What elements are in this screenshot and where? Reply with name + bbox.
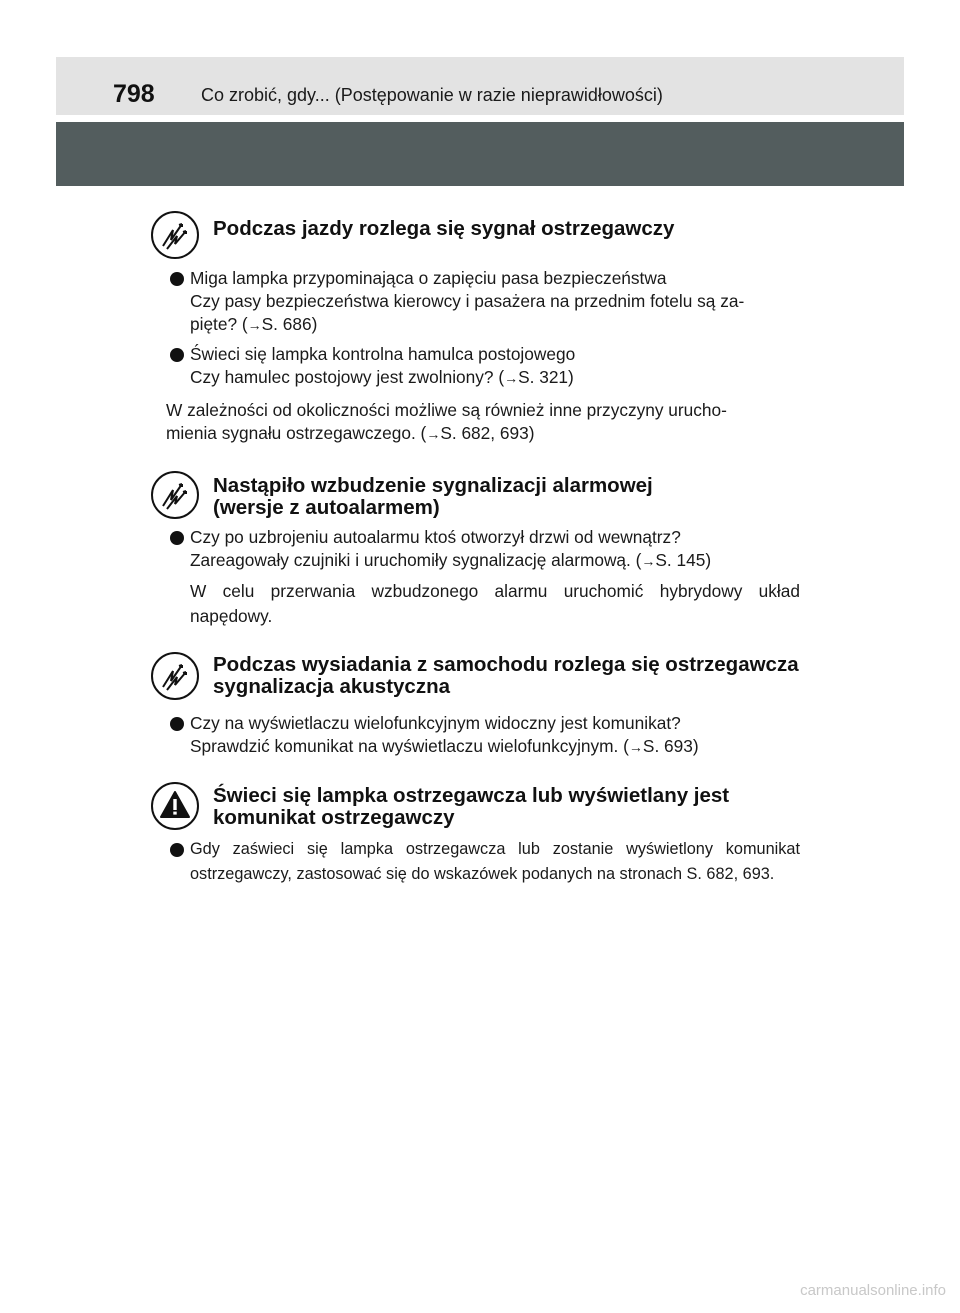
bullet-icon [170, 843, 184, 857]
note-part: mienia sygnału ostrzegawczego. ( [166, 423, 427, 443]
item-text-part: Czy hamulec postojowy jest zwolniony? ( [190, 367, 505, 387]
arrow-icon: → [641, 553, 656, 569]
item-heading: Miga lampka przypominająca o zapięciu pasa bezpieczeństwa [190, 268, 667, 288]
section-title: Świeci się lampka ostrzegawcza lub wyświetlany jest [213, 784, 730, 807]
page-reference: S. 321) [518, 367, 574, 387]
item-text [190, 313, 317, 337]
section-warning-light [150, 775, 810, 915]
bullet-icon [170, 531, 184, 545]
section-title: sygnalizacja akustyczna [213, 675, 451, 698]
item-heading: Czy po uzbrojeniu autoalarmu ktoś otworzył drzwi od wewnątrz? [190, 527, 681, 547]
section-driving-warning-sound [150, 206, 810, 456]
item-text [190, 549, 711, 573]
page-reference: S. 145) [655, 550, 712, 570]
arrow-icon: → [426, 426, 441, 442]
section-band [56, 122, 904, 186]
bullet-icon [170, 717, 184, 731]
warning-sound-icon [150, 210, 200, 260]
watermark: carmanualsonline.info [800, 1282, 946, 1299]
item-heading: Czy na wyświetlaczu wielofunkcyjnym widoczny jest komunikat? [190, 713, 681, 733]
section-title: (wersje z autoalarmem) [213, 496, 440, 519]
item-text [190, 366, 574, 390]
section-title: Podczas jazdy rozlega się sygnał ostrzegawczy [213, 217, 675, 240]
section-note [166, 422, 534, 446]
section-exit-warning-sound [150, 645, 810, 765]
warning-sound-icon [150, 470, 200, 520]
chapter-title: Co zrobić, gdy... (Postępowanie w razie nieprawidłowości) [201, 85, 663, 105]
page-number: 798 [113, 80, 155, 108]
section-alarm-triggered [150, 466, 810, 636]
item-paragraph: W celu przerwania wzbudzonego alarmu uruchomić hybrydowy układ napędowy. [190, 581, 800, 626]
item-text: Czy pasy bezpieczeństwa kierowcy i pasażera na przednim fotelu są za- [190, 291, 745, 311]
arrow-icon: → [504, 370, 519, 386]
arrow-icon: → [247, 317, 262, 333]
item-heading: Świeci się lampka kontrolna hamulca postojowego [190, 344, 576, 364]
arrow-icon: → [628, 739, 643, 755]
item-text-part: Zareagowały czujniki i uruchomiły sygnalizację alarmową. ( [190, 550, 642, 570]
page-reference: S. 693) [642, 736, 699, 756]
page-reference: S. 682, 693) [440, 423, 535, 443]
bullet-icon [170, 272, 184, 286]
bullet-icon [170, 348, 184, 362]
warning-sound-icon [150, 651, 200, 701]
section-title: Podczas wysiadania z samochodu rozlega się ostrzegawcza [213, 653, 799, 676]
item-text-part: pięte? ( [190, 314, 248, 334]
section-note: W zależności od okoliczności możliwe są również inne przyczyny urucho- [166, 400, 727, 420]
item-text [190, 735, 699, 759]
item-text-part: Sprawdzić komunikat na wyświetlaczu wielofunkcyjnym. ( [190, 736, 629, 756]
page-reference: S. 686) [261, 314, 318, 334]
item-paragraph: Gdy zaświeci się lampka ostrzegawcza lub zostanie wyświetlony komunikat ostrzegawczy, zastosować się do wskazówek podanych na stronach S. 682, 693. [190, 840, 800, 883]
section-title: Nastąpiło wzbudzenie sygnalizacji alarmowej [213, 474, 653, 497]
exclamation-triangle-icon [150, 781, 200, 831]
section-title: komunikat ostrzegawczy [213, 806, 455, 829]
